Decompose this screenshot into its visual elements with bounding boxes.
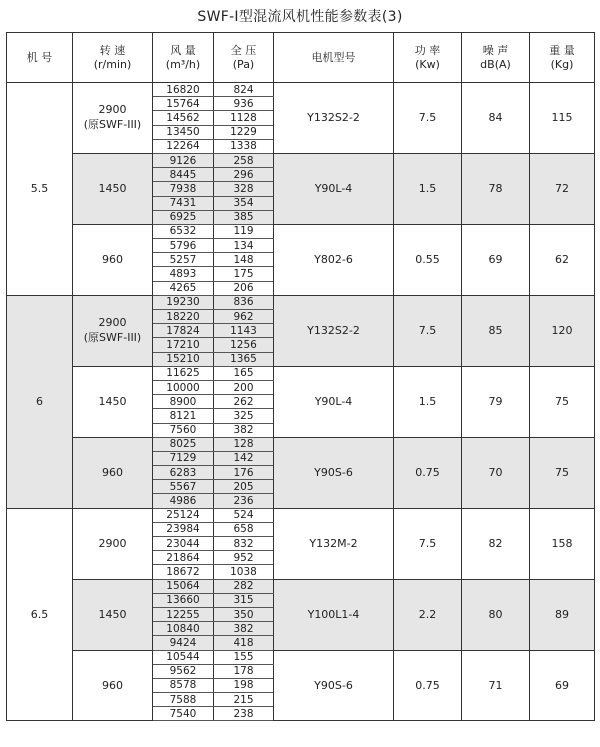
flow-cell: 12264 <box>153 139 214 153</box>
pressure-cell: 385 <box>214 210 274 224</box>
table-row <box>7 437 595 451</box>
noise-cell: 79 <box>462 366 530 437</box>
motor-cell: Y90S-6 <box>274 650 394 721</box>
pressure-cell: 178 <box>214 664 274 678</box>
pressure-cell: 128 <box>214 437 274 451</box>
speed-cell <box>73 508 153 579</box>
pressure-cell: 936 <box>214 97 274 111</box>
motor-cell: Y132M-2 <box>274 508 394 579</box>
performance-table <box>6 32 595 721</box>
speed-cell <box>73 153 153 224</box>
flow-cell: 7129 <box>153 451 214 465</box>
pressure-cell: 205 <box>214 480 274 494</box>
speed-text: 1450 <box>98 182 127 196</box>
pressure-cell: 198 <box>214 678 274 692</box>
noise-cell: 80 <box>462 579 530 650</box>
pressure-cell: 258 <box>214 153 274 167</box>
flow-cell: 5796 <box>153 239 214 253</box>
flow-cell: 10840 <box>153 622 214 636</box>
flow-cell: 9424 <box>153 636 214 650</box>
pressure-cell: 325 <box>214 409 274 423</box>
noise-cell: 70 <box>462 437 530 508</box>
speed-text: 960 <box>102 466 123 480</box>
header-speed: 转 速 (r/min) <box>73 33 153 83</box>
header-flow: 风 量 (m³/h) <box>153 33 214 83</box>
speed-text: 2900 <box>98 316 127 330</box>
header-weight: 重 量 (Kg) <box>530 33 595 83</box>
weight-cell: 75 <box>530 437 595 508</box>
speed-cell <box>73 366 153 437</box>
speed-text: (原SWF-III) <box>83 331 142 345</box>
weight-cell: 158 <box>530 508 595 579</box>
pressure-cell: 175 <box>214 267 274 281</box>
motor-cell: Y90L-4 <box>274 366 394 437</box>
flow-cell: 11625 <box>153 366 214 380</box>
flow-cell: 4893 <box>153 267 214 281</box>
noise-cell: 69 <box>462 224 530 295</box>
flow-cell: 10000 <box>153 380 214 394</box>
table-body <box>7 83 595 721</box>
motor-cell: Y132S2-2 <box>274 83 394 154</box>
pressure-cell: 134 <box>214 239 274 253</box>
pressure-cell: 155 <box>214 650 274 664</box>
pressure-cell: 262 <box>214 395 274 409</box>
pressure-cell: 119 <box>214 224 274 238</box>
flow-cell: 8900 <box>153 395 214 409</box>
noise-cell: 84 <box>462 83 530 154</box>
power-cell: 0.75 <box>394 437 462 508</box>
header-pressure: 全 压 (Pa) <box>214 33 274 83</box>
weight-cell: 69 <box>530 650 595 721</box>
table-row <box>7 224 595 238</box>
power-cell: 0.75 <box>394 650 462 721</box>
flow-cell: 14562 <box>153 111 214 125</box>
header-row <box>7 33 595 83</box>
pressure-cell: 418 <box>214 636 274 650</box>
weight-cell: 115 <box>530 83 595 154</box>
noise-cell: 71 <box>462 650 530 721</box>
pressure-cell: 200 <box>214 380 274 394</box>
pressure-cell: 1143 <box>214 324 274 338</box>
flow-cell: 8445 <box>153 168 214 182</box>
speed-text: 2900 <box>98 103 127 117</box>
motor-cell: Y132S2-2 <box>274 295 394 366</box>
weight-cell: 120 <box>530 295 595 366</box>
noise-cell: 78 <box>462 153 530 224</box>
speed-text: 2900 <box>98 537 127 551</box>
pressure-cell: 315 <box>214 593 274 607</box>
pressure-cell: 382 <box>214 423 274 437</box>
table-row <box>7 366 595 380</box>
speed-cell <box>73 83 153 154</box>
table-row <box>7 153 595 167</box>
table-row <box>7 650 595 664</box>
pressure-cell: 524 <box>214 508 274 522</box>
flow-cell: 17210 <box>153 338 214 352</box>
pressure-cell: 962 <box>214 310 274 324</box>
pressure-cell: 1256 <box>214 338 274 352</box>
header-noise: 噪 声 dB(A) <box>462 33 530 83</box>
speed-text: 960 <box>102 253 123 267</box>
pressure-cell: 824 <box>214 83 274 97</box>
motor-cell: Y802-6 <box>274 224 394 295</box>
header-motor: 电机型号 <box>274 33 394 83</box>
table-row <box>7 295 595 309</box>
power-cell: 1.5 <box>394 366 462 437</box>
pressure-cell: 282 <box>214 579 274 593</box>
flow-cell: 23044 <box>153 537 214 551</box>
flow-cell: 8121 <box>153 409 214 423</box>
weight-cell: 75 <box>530 366 595 437</box>
page-title: SWF-Ⅰ型混流风机性能参数表(3) <box>197 9 403 25</box>
pressure-cell: 142 <box>214 451 274 465</box>
pressure-cell: 165 <box>214 366 274 380</box>
flow-cell: 8578 <box>153 678 214 692</box>
performance-table-container <box>6 32 594 721</box>
flow-cell: 4986 <box>153 494 214 508</box>
model-no-cell: 6.5 <box>7 508 73 721</box>
noise-cell: 82 <box>462 508 530 579</box>
table-row <box>7 83 595 97</box>
table-row <box>7 579 595 593</box>
flow-cell: 9562 <box>153 664 214 678</box>
pressure-cell: 236 <box>214 494 274 508</box>
pressure-cell: 952 <box>214 551 274 565</box>
flow-cell: 18220 <box>153 310 214 324</box>
power-cell: 0.55 <box>394 224 462 295</box>
flow-cell: 5567 <box>153 480 214 494</box>
power-cell: 7.5 <box>394 83 462 154</box>
pressure-cell: 832 <box>214 537 274 551</box>
pressure-cell: 148 <box>214 253 274 267</box>
motor-cell: Y90L-4 <box>274 153 394 224</box>
flow-cell: 12255 <box>153 607 214 621</box>
speed-cell <box>73 437 153 508</box>
speed-text: 1450 <box>98 608 127 622</box>
header-power: 功 率 (Kw) <box>394 33 462 83</box>
pressure-cell: 296 <box>214 168 274 182</box>
flow-cell: 15064 <box>153 579 214 593</box>
pressure-cell: 1128 <box>214 111 274 125</box>
flow-cell: 6925 <box>153 210 214 224</box>
header-model-no: 机 号 <box>7 33 73 83</box>
speed-cell <box>73 224 153 295</box>
flow-cell: 25124 <box>153 508 214 522</box>
flow-cell: 16820 <box>153 83 214 97</box>
flow-cell: 10544 <box>153 650 214 664</box>
weight-cell: 72 <box>530 153 595 224</box>
flow-cell: 8025 <box>153 437 214 451</box>
flow-cell: 6283 <box>153 466 214 480</box>
model-no-cell: 5.5 <box>7 83 73 296</box>
flow-cell: 13660 <box>153 593 214 607</box>
pressure-cell: 350 <box>214 607 274 621</box>
pressure-cell: 176 <box>214 466 274 480</box>
power-cell: 7.5 <box>394 508 462 579</box>
pressure-cell: 215 <box>214 693 274 707</box>
speed-text: (原SWF-III) <box>83 118 142 132</box>
flow-cell: 13450 <box>153 125 214 139</box>
weight-cell: 89 <box>530 579 595 650</box>
flow-cell: 15210 <box>153 352 214 366</box>
pressure-cell: 206 <box>214 281 274 295</box>
speed-cell <box>73 650 153 721</box>
weight-cell: 62 <box>530 224 595 295</box>
flow-cell: 19230 <box>153 295 214 309</box>
flow-cell: 7938 <box>153 182 214 196</box>
pressure-cell: 1365 <box>214 352 274 366</box>
table-row <box>7 508 595 522</box>
pressure-cell: 836 <box>214 295 274 309</box>
pressure-cell: 658 <box>214 522 274 536</box>
flow-cell: 7588 <box>153 693 214 707</box>
flow-cell: 7431 <box>153 196 214 210</box>
model-no-cell: 6 <box>7 295 73 508</box>
flow-cell: 15764 <box>153 97 214 111</box>
pressure-cell: 1038 <box>214 565 274 579</box>
power-cell: 1.5 <box>394 153 462 224</box>
flow-cell: 17824 <box>153 324 214 338</box>
flow-cell: 4265 <box>153 281 214 295</box>
pressure-cell: 382 <box>214 622 274 636</box>
pressure-cell: 328 <box>214 182 274 196</box>
flow-cell: 18672 <box>153 565 214 579</box>
flow-cell: 6532 <box>153 224 214 238</box>
flow-cell: 7560 <box>153 423 214 437</box>
flow-cell: 7540 <box>153 707 214 721</box>
motor-cell: Y90S-6 <box>274 437 394 508</box>
noise-cell: 85 <box>462 295 530 366</box>
power-cell: 7.5 <box>394 295 462 366</box>
pressure-cell: 1338 <box>214 139 274 153</box>
pressure-cell: 354 <box>214 196 274 210</box>
speed-text: 1450 <box>98 395 127 409</box>
flow-cell: 21864 <box>153 551 214 565</box>
flow-cell: 5257 <box>153 253 214 267</box>
flow-cell: 9126 <box>153 153 214 167</box>
motor-cell: Y100L1-4 <box>274 579 394 650</box>
flow-cell: 23984 <box>153 522 214 536</box>
speed-cell <box>73 295 153 366</box>
speed-text: 960 <box>102 678 123 692</box>
pressure-cell: 238 <box>214 707 274 721</box>
speed-cell <box>73 579 153 650</box>
power-cell: 2.2 <box>394 579 462 650</box>
pressure-cell: 1229 <box>214 125 274 139</box>
